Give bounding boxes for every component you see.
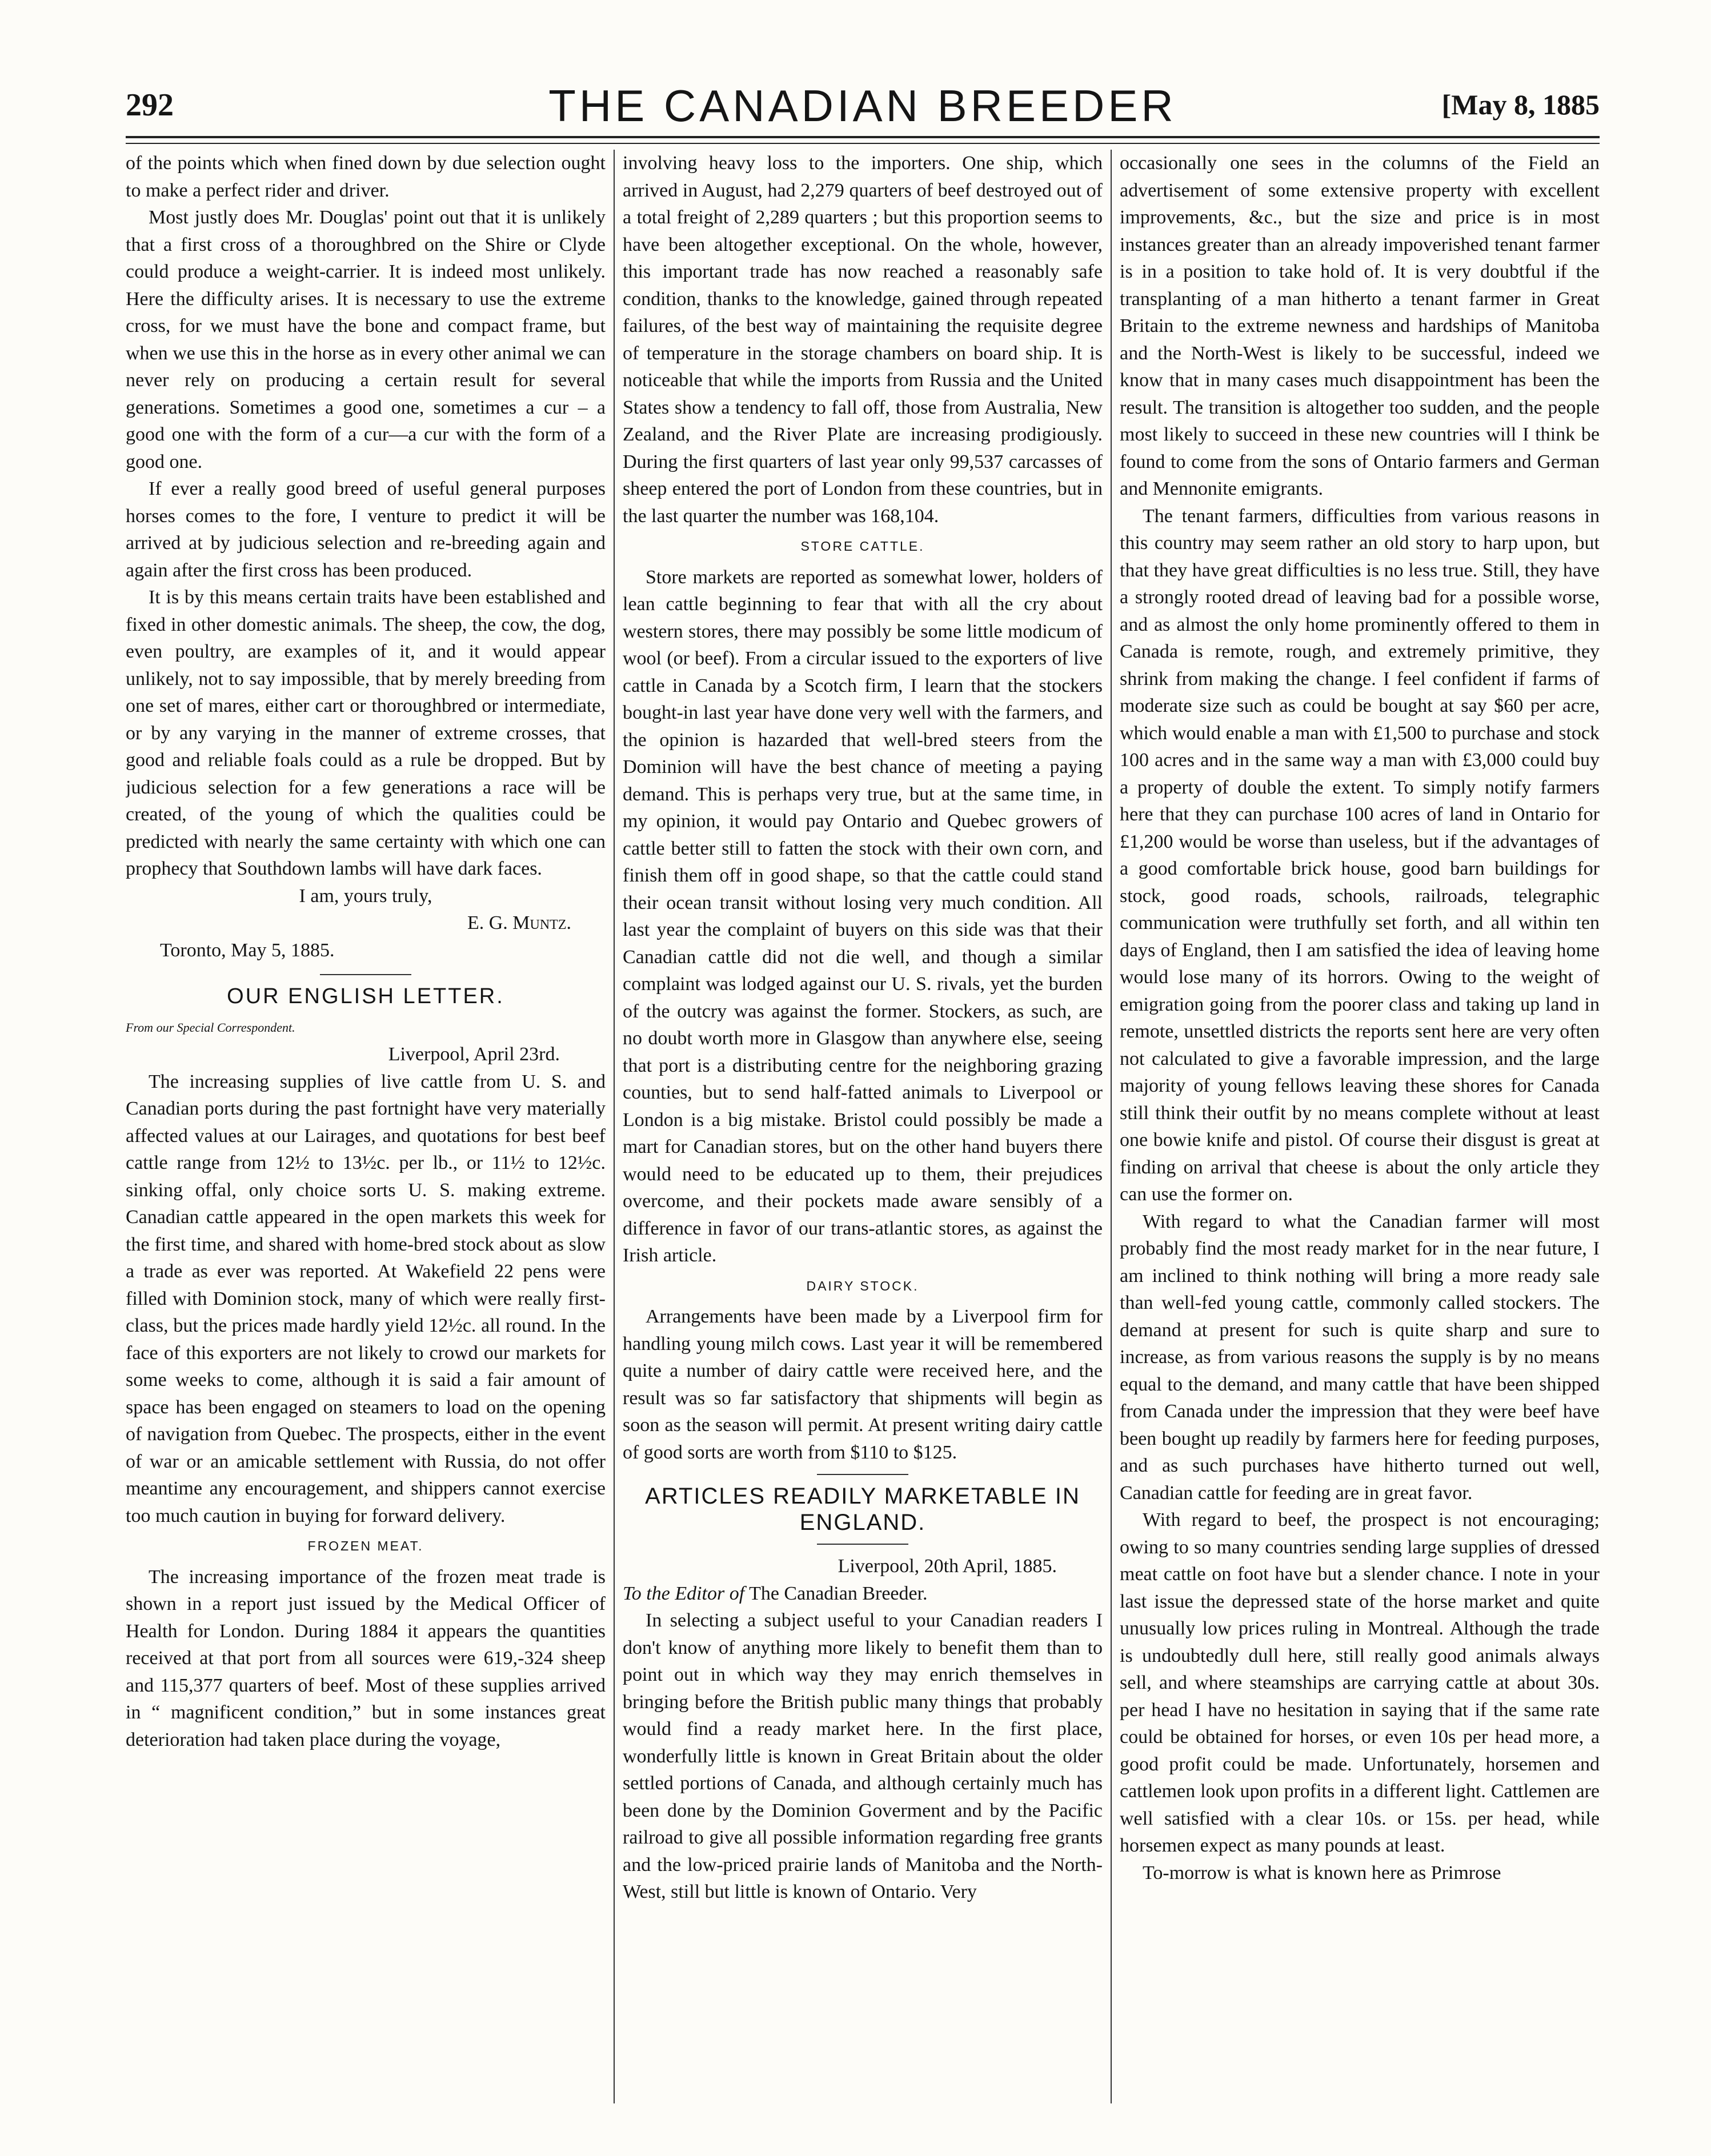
column-1 <box>126 150 606 2103</box>
newspaper-title: THE CANADIAN BREEDER <box>548 81 1177 131</box>
article-paragraph: involving heavy loss to the importers. One ship, which arrived in August, had 2,279 quarters of beef destroyed out of a total freight of 2,289 quarters ; but this proportion seems to have been altogether exceptional. On the whole, however, this important trade has now reached a reasonably safe condition, thanks to the knowledge, gained through repeated failures, of the best way of maintaining the requisite degree of temperature in the storage chambers on board ship. It is noticeable that while the imports from Russia and the United States show a tendency to fall off, those from Australia, New Zealand, and the River Plate are increasing prodigiously. During the first quarters of last year only 99,537 carcasses of sheep entered the port of London from these countries, but in the last quarter the number was 168,104. <box>623 153 1103 527</box>
section-heading: OUR ENGLISH LETTER. <box>227 984 504 1008</box>
column-divider <box>614 150 615 2103</box>
letter-paragraph: Most justly does Mr. Douglas' point out that it is unlikely that a first cross of a thoroughbred on the Shire or Clyde could produce a weight-carrier. It is indeed most unlikely. Here the difficulty arises. It is necessary to use the extreme cross, for we must have the bone and compact frame, but when we use this in the horse as in every other animal we can never rely on producing a certain result for several generations. Sometimes a good one, sometimes a cur – a good one with the form of a cur—a cur with the form of a good one. <box>126 207 606 472</box>
byline: From our Special Correspondent. <box>126 1020 295 1035</box>
editor-salutation <box>623 1580 1103 1608</box>
column-3 <box>1120 150 1600 2103</box>
subheading: FROZEN MEAT. <box>307 1538 424 1553</box>
article-paragraph: The tenant farmers, difficulties from various reasons in this country may seem rather an old story to harp upon, but that they have great difficulties is no less true. Still, they have a strongly rooted dread of leaving bad for a possible worse, and as almost the only home prominently offered to them in Canada is remote, rough, and extremely primitive, they shrink from making the change. I feel confident if farms of moderate size such as could be bought at say $60 per acre, which would enable a man with £1,500 to purchase and stock 100 acres and in the same way a man with £3,000 could buy a property of double the extent. To simply notify farmers here that they can purchase 100 acres of land in Ontario for £1,200 would be worse than useless, but if the advantages of a good comfortable brick house, good barn buildings for stock, good roads, schools, railroads, telegraphic communication were truthfully set forth, and all within ten days of England, then I am satisfied the idea of leaving home would lose many of its horrors. Owing to the weight of emigration going from the poorer class and taking up land in remote, unsettled districts the reports sent here are very often not calculated to give a favorable impression, and the large majority of young fellows leaving these shores for Canada still think their outfit by no means complete without at least one bowie knife and pistol. Of course their disgust is great at finding on arrival that cheese is about the only article they can use the former on. <box>1120 505 1600 1205</box>
article-paragraph: With regard to beef, the prospect is not encouraging; owing to so many countries sending large supplies of dressed meat cattle on foot have but a slender chance. I note in your last issue the depressed state of the horse market and quite unusually low prices ruling in Montreal. Although the trade is undoubtedly dull here, still really good animals always sell, and where steamships are carrying cattle at about 30s. per head I have no hesitation in saying that if the same rate could be obtained for horses, or even 10s per head more, a good profit could be made. Unfortunately, horsemen and cattlemen look upon profits in a different light. Cattlemen are well satisfied with a clear 10s. or 15s. per head, while horsemen expect as many pounds at least. <box>1120 1509 1600 1856</box>
article-paragraph: In selecting a subject useful to your Canadian readers I don't know of anything more likely to benefit them than to point out in which way they may enrich themselves in bringing before the British public many things that probably would find a ready market here. In the first place, wonderfully little is known in Great Britain about the older settled portions of Canada, and although certainly much has been done by the Dominion Goverment and by the Pacific railroad to give all possible information regarding free grants and the low-priced prairie lands of Manitoba and the North-West, still but little is known of Ontario. Very <box>623 1610 1103 1902</box>
letter-sign-off: I am, yours truly, <box>299 885 432 907</box>
section-rule <box>320 974 411 975</box>
article-paragraph: Arrangements have been made by a Liverpool firm for handling young milch cows. Last year it will be remembered quite a number of dairy cattle were received here, and the result was so far satisfactory that shipments will begin as soon as the season will permit. At present writing dairy cattle of good sorts are worth from $110 to $125. <box>623 1306 1103 1463</box>
article-paragraph: With regard to what the Canadian farmer will most probably find the most ready market for in the near future, I am inclined to think nothing will bring a more ready sale than well-fed young cattle, commonly called stockers. The demand at present for such is quite sharp and sure to increase, as from various reasons the supply is by no means equal to the demand, and many cattle that have been shipped from Canada under the impression that they were beef have been bought up readily by farmers here for feeding purposes, and as such purchases have hitherto turned out well, Canadian cattle for feeding are in great favor. <box>1120 1211 1600 1504</box>
masthead-rule-thin <box>126 143 1600 144</box>
column-2 <box>623 150 1103 2103</box>
section-heading: ARTICLES READILY MARKETABLE IN ENGLAND. <box>645 1484 1080 1535</box>
dateline: Liverpool, April 23rd. <box>388 1044 560 1065</box>
letter-place-date: Toronto, May 5, 1885. <box>160 939 335 961</box>
column-divider <box>1111 150 1112 2103</box>
section-rule <box>817 1544 908 1545</box>
subheading: STORE CATTLE. <box>800 539 925 554</box>
page-number: 292 <box>126 87 174 123</box>
section-rule <box>817 1474 908 1475</box>
letter-paragraph: of the points which when fined down by due selection ought to make a perfect rider and driver. <box>126 153 606 201</box>
letter-signature: E. G. Muntz. <box>467 912 571 933</box>
editor-prefix: To the Editor of <box>623 1582 745 1604</box>
editor-paper: The Canadian Breeder. <box>749 1582 928 1604</box>
letter-paragraph: It is by this means certain traits have been established and fixed in other domestic animals. The sheep, the cow, the dog, even poultry, are examples of it, and it would appear unlikely, not to say impossible, that by merely breeding from one set of mares, either cart or thoroughbred or intermediate, or by any varying in the manner of extreme crosses, that good and reliable foals could as a rule be dropped. But by judicious selection for a few generations a race will be created, of the young of which the qualities could be predicted with nearly the same certainty with which one can prophecy that Southdown lambs will have dark faces. <box>126 587 606 879</box>
article-paragraph: The increasing supplies of live cattle from U. S. and Canadian ports during the past fortnight have very materially affected values at our Lairages, and quotations for best beef cattle range from 12½ to 13½c. per lb., or 11½ to 12½c. sinking offal, only choice sorts U. S. making extreme. Canadian cattle appeared in the open markets this week for the first time, and shared with home-bred stock about as slow a trade as ever was reported. At Wakefield 22 pens were filled with Dominion stock, many of which were really first-class, but the prices made hardly yield 12½c. all round. In the face of this exporters are not likely to crowd our markets for some weeks to come, although it is said a fair amount of space has been engaged on steamers to load on the opening of navigation from Quebec. The prospects, either in the event of war or an amicable settlement with Russia, do not offer meantime any encouragement, and shippers cannot exercise too much caution in buying for forward delivery. <box>126 1071 606 1526</box>
letter-paragraph: If ever a really good breed of useful general purposes horses comes to the fore, I venture to predict it will be arrived at by judicious selection and re-breeding again and again after the first cross has been produced. <box>126 478 606 581</box>
issue-date: [May 8, 1885 <box>1441 89 1600 121</box>
masthead <box>126 80 1600 143</box>
article-paragraph: To-morrow is what is known here as Primrose <box>1143 1862 1501 1884</box>
dateline: Liverpool, 20th April, 1885. <box>838 1556 1057 1577</box>
article-paragraph: The increasing importance of the frozen meat trade is shown in a report just issued by the Medical Officer of Health for London. During 1884 it appears the quantities received at that port from all sources were 619,-324 sheep and 115,377 quarters of beef. Most of these supplies arrived in “ magnificent condition,” but in some instances great deterioration had taken place during the voyage, <box>126 1566 606 1750</box>
subheading: DAIRY STOCK. <box>806 1278 919 1293</box>
article-paragraph: occasionally one sees in the columns of the Field an advertisement of some extensive property with excellent improvements, &c., but the size and price is in most instances greater than an already impoverished tenant farmer is in a position to take hold of. It is very doubtful if the transplanting of a man hitherto a tenant farmer in Great Britain to the extreme newness and hardships of Manitoba and the North-West is likely to be successful, indeed we know that in many cases much disappointment has been the result. The transition is altogether too sudden, and the people most likely to succeed in these new countries will I think be found to come from the sons of Ontario farmers and German and Mennonite emigrants. <box>1120 153 1600 499</box>
masthead-rule <box>126 136 1600 138</box>
article-paragraph: Store markets are reported as somewhat lower, holders of lean cattle beginning to fear that with all the cry about western stores, there may possibly be some little modicum of wool (or beef). From a circular issued to the exporters of live cattle in Canada by a Scotch firm, I learn that the stockers bought-in last year have done very well with the farmers, and the opinion is hazarded that well-bred steers from the Dominion will have the best chance of meeting a paying demand. This is perhaps very true, but at the same time, in my opinion, it would pay Ontario and Quebec growers of cattle better still to fatten the stock with their own corn, and finish them off in good shape, so that the cattle could stand their ocean transit without losing very much condition. All last year the complaint of buyers on this side was that their Canadian cattle did not die well, and though a similar complaint was lodged against our U. S. rivals, yet the burden of the outcry was against the former. Stockers, as such, are no doubt worth more in Glasgow than anywhere else, seeing that port is a distributing centre for the neighboring grazing counties, but to send half-fatted animals to Liverpool or London is a big mistake. Bristol could possibly be made a mart for Canadian stores, but on the other hand buyers there would need to be educated up to them, their prejudices overcome, and their pockets made aware sensibly of a difference in favor of our trans-atlantic stores, as against the Irish article. <box>623 566 1103 1266</box>
